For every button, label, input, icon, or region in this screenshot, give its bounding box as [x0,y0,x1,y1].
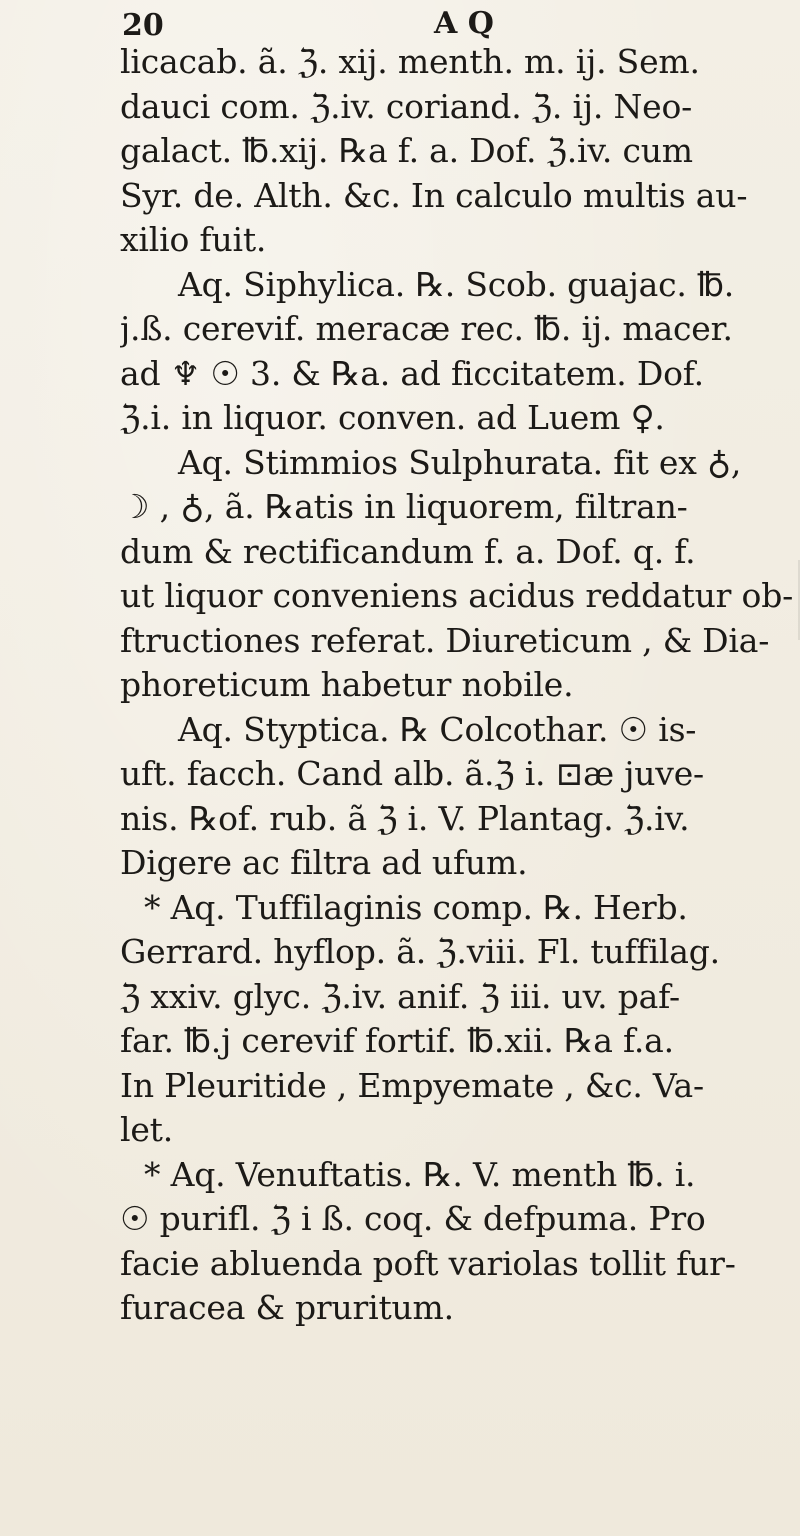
text-line: Syr. de. Alth. &c. In calculo multis au- [120,175,748,215]
text-line: ℨ xxiv. glyc. ℨ.iv. anif. ℨ iii. uv. paf- [120,976,680,1016]
text-line: ☉ purifl. ℨ i ß. coq. & defpuma. Pro [120,1199,706,1238]
text-line: ut liquor conveniens acidus reddatur ob- [120,576,794,615]
signature-mark: A Q [434,6,494,41]
text-line: dauci com. ℨ.iv. coriand. ℨ. ij. Neo- [120,86,693,126]
text-line: In Pleuritide , Empyemate , &c. Va- [120,1065,704,1105]
text-line: ☽ , ♁, ã. ℞atis in liquorem, filtran- [120,487,688,526]
text-line: ad ♆ ☉ 3. & ℞a. ad ficcitatem. Dof. [120,353,704,393]
text-line: j.ß. cerevif. meracæ rec. ℔. ij. macer. [120,309,733,348]
recipe-heading-line: * Aq. Tuffilaginis comp. ℞. Herb. [144,887,688,927]
text-line: galact. ℔.xij. ℞a f. a. Dof. ℨ.iv. cum [120,131,693,170]
text-line: far. ℔.j cerevif fortif. ℔.xii. ℞a f.a. [120,1021,674,1060]
text-line: facie abluenda poft variolas tollit fur- [120,1243,736,1283]
recipe-heading-line: Aq. Styptica. ℞ Colcothar. ☉ is- [178,709,697,749]
text-line: dum & rectificandum f. a. Dof. q. f. [120,531,696,571]
text-line: licacab. ã. ℨ. xij. menth. m. ij. Sem. [120,42,700,81]
text-line: nis. ℞of. rub. ã ℨ i. V. Plantag. ℨ.iv. [120,798,690,838]
recipe-heading-line: Aq. Siphylica. ℞. Scob. guajac. ℔. [178,264,735,304]
text-line: Gerrard. hyflop. ã. ℨ.viii. Fl. tuffilag. [120,932,720,971]
text-line: furacea & pruritum. [120,1288,454,1327]
recipe-heading-line: Aq. Stimmios Sulphurata. fit ex ♁, [178,442,742,482]
running-head [122,8,682,44]
text-block [120,40,800,1331]
text-line: ftructiones referat. Diureticum , & Dia- [120,620,770,660]
text-line: uft. facch. Cand alb. ã.ℨ i. ⊡æ juve- [120,754,705,793]
text-line: phoreticum habetur nobile. [120,665,574,704]
text-line: ℨ.i. in liquor. conven. ad Luem ♀. [120,398,665,437]
text-line: Digere ac filtra ad ufum. [120,843,528,882]
page-number: 20 [122,8,164,43]
recipe-heading-line: * Aq. Venuftatis. ℞. V. menth ℔. i. [144,1154,696,1194]
text-line: let. [120,1110,174,1149]
text-line: xilio fuit. [120,220,267,259]
